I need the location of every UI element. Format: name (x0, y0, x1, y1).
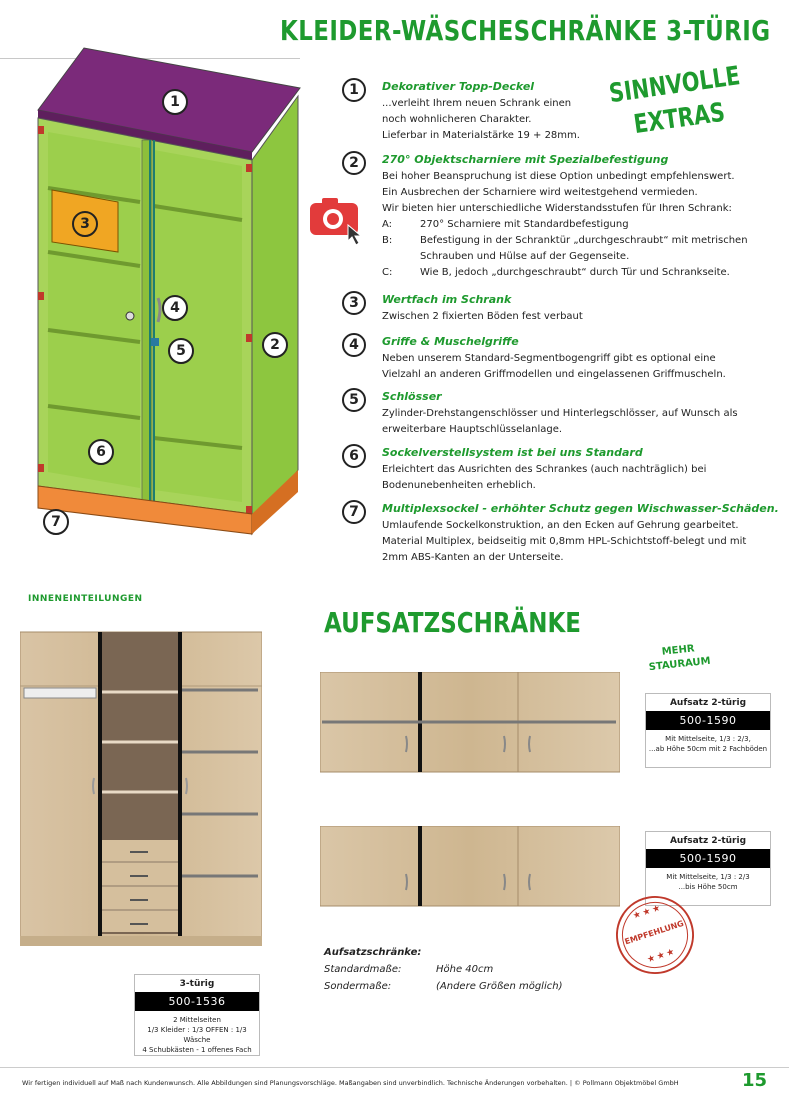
label-wardrobe (134, 974, 260, 1056)
label-description: Mit Mittelseite, 1/3 : 2/3 ...bis Höhe 50cm (666, 873, 750, 891)
label-title: 3-türig (179, 979, 215, 989)
diagram-badge-5: 5 (168, 338, 194, 364)
feature-text: Neben unserem Standard-Segmentbogengriff gibt es optional eine Vielzahl an anderen Griffmodellen und eingelassenen Griffmuscheln. (382, 353, 726, 380)
feature-number: 5 (342, 388, 366, 412)
camera-zoom-icon[interactable] (308, 195, 366, 247)
diagram-badge-2: 2 (262, 332, 288, 358)
feature-number: 2 (342, 151, 366, 175)
feature-title: Schlösser (382, 390, 442, 403)
feature-text: Zwischen 2 fixierten Böden fest verbaut (382, 311, 583, 322)
stamp-text: EMPFEHLUNG (623, 918, 685, 947)
footer-divider (0, 1067, 789, 1068)
feature-text: Umlaufende Sockelkonstruktion, an den Ecken auf Gehrung gearbeitet. Material Multiplex, beidseitig mit 0,8mm HPL-Schichtstoff-belegt und mit 2mm ABS-Kanten an der Unterseite. (382, 520, 747, 563)
diagram-badge-3: 3 (72, 211, 98, 237)
stamp-stars: ★★★ (631, 902, 664, 922)
diagram-badge-6: 6 (88, 439, 114, 465)
feature-title: Griffe & Muschelgriffe (382, 335, 519, 348)
diagram-badge-1: 1 (162, 89, 188, 115)
feature-title: Sockelverstellsystem ist bei uns Standard (382, 446, 643, 459)
inner-layout-heading: INNENEINTEILUNGEN (28, 594, 143, 604)
article-number: 500-1590 (646, 711, 770, 730)
aufsatz-cabinet-2-image (320, 826, 620, 908)
feature-title: 270° Objektscharniere mit Spezialbefestigung (382, 153, 669, 166)
page-number: 15 (742, 1070, 768, 1091)
section-title-aufsatz: AUFSATZSCHRÄNKE (324, 606, 581, 639)
aufsatz-info: Aufsatzschränke: Standardmaße: Höhe 40cm Sondermaße: (Andere Größen möglich) (324, 944, 562, 995)
feature-text: ...verleiht Ihrem neuen Schrank einen noch wohnlicheren Charakter. Lieferbar in Materialstärke 19 + 28mm. (382, 98, 580, 141)
feature-text: Bei hoher Beanspruchung ist diese Option unbedingt empfehlenswert. Ein Ausbrechen der Scharniere wird weitestgehend vermieden. Wir bieten hier unterschiedliche Widerstandsstufen für Ihren Schrank: A: 270° Scharniere mit Standardbefestigung B: Befestigung in der Schranktür „durchgeschraubt“ mit metrischen Schrauben und Hülse auf der Gegenseite. C: Wie B, jedoch „durchgeschraubt“ durch Tür und Schrankseite. (382, 171, 748, 278)
stamp-stars-bottom: ★★★ (645, 946, 678, 966)
label-aufsatz-1 (645, 693, 771, 768)
label-title: Aufsatz 2-türig (669, 836, 747, 846)
diagram-badge-4: 4 (162, 295, 188, 321)
feature-number: 4 (342, 333, 366, 357)
diagram-badge-7: 7 (43, 509, 69, 535)
extras-line-1: SINNVOLLE (607, 61, 742, 110)
aufsatz-info-heading: Aufsatzschränke: (324, 947, 422, 958)
label-description: Mit Mittelseite, 1/3 : 2/3, ...ab Höhe 50cm mit 2 Fachböden (648, 735, 768, 753)
feature-text: Zylinder-Drehstangenschlösser und Hinterlegschlösser, auf Wunsch als erweiterbare Hauptschlüsselanlage. (382, 408, 738, 435)
wardrobe-inner-layout-image (20, 630, 262, 950)
extras-badge (605, 59, 749, 145)
aufsatz-cabinet-1-image (320, 672, 620, 774)
article-number: 500-1590 (646, 849, 770, 868)
feature-number: 7 (342, 500, 366, 524)
label-title: Aufsatz 2-türig (669, 698, 747, 708)
label-aufsatz-2 (645, 831, 771, 906)
feature-number: 6 (342, 444, 366, 468)
feature-title: Wertfach im Schrank (382, 293, 512, 306)
feature-number: 3 (342, 291, 366, 315)
feature-text: Erleichtert das Ausrichten des Schrankes (auch nachträglich) bei Bodenunebenheiten erheblich. (382, 464, 707, 491)
article-number: 500-1536 (135, 992, 259, 1011)
extras-line-2: EXTRAS (631, 97, 727, 141)
mehr-stauraum-badge: MEHR STAURAUM (648, 643, 712, 674)
label-description: 2 Mittelseiten 1/3 Kleider : 1/3 OFFEN : 1/3 Wäsche 4 Schubkästen - 1 offenes Fach (142, 1016, 252, 1054)
page-title: KLEIDER-WÄSCHESCHRÄNKE 3-TÜRIG (280, 14, 771, 47)
feature-title: Dekorativer Topp-Deckel (382, 80, 535, 93)
wardrobe-diagram (30, 40, 310, 540)
feature-title: Multiplexsockel - erhöhter Schutz gegen Wischwasser-Schäden. (382, 502, 779, 515)
feature-number: 1 (342, 78, 366, 102)
footer-text: Wir fertigen individuell auf Maß nach Kundenwunsch. Alle Abbildungen sind Planungsvorschläge. Maßangaben sind unverbindlich. Technische Änderungen vorbehalten. | © Pollmann Objektmöbel GmbH (22, 1079, 679, 1087)
